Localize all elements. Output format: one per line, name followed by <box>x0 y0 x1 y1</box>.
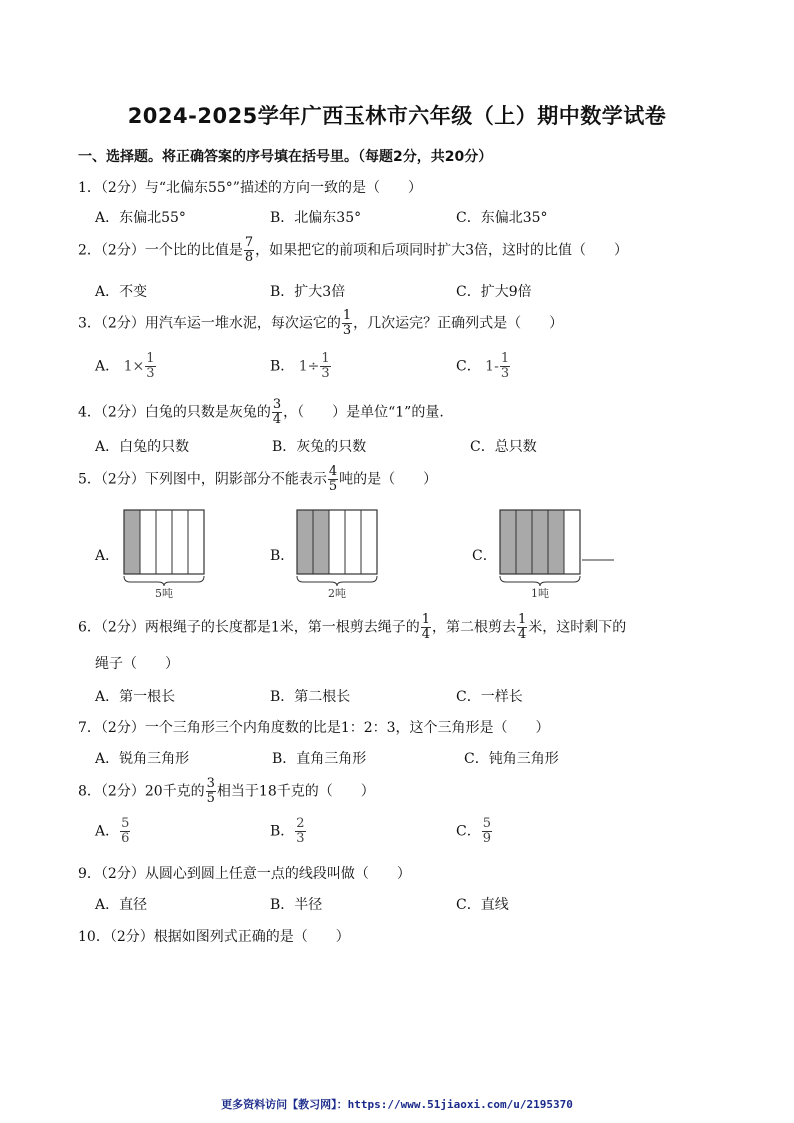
q3-fraction: $\frac{1}{3}$ <box>342 308 352 338</box>
q1-option-b: B．北偏东35° <box>270 210 362 226</box>
question-1: 1．（2分）与“北偏东55°”描述的方向一致的是（ ） <box>78 180 422 196</box>
q6-text-mid: ，第二根剪去 <box>432 619 517 636</box>
q6-fraction-1: $\frac{1}{4}$ <box>421 612 431 642</box>
q5-option-b-label: B． <box>270 548 295 564</box>
question-10: 10．（2分）根据如图列式正确的是（ ） <box>78 929 350 945</box>
q5-figure-a <box>120 508 210 600</box>
q4-option-a: A．白兔的只数 <box>95 439 190 455</box>
q6-option-c: C．一样长 <box>456 689 523 705</box>
q4-text-pre: 4．（2分）白兔的只数是灰兔的 <box>78 404 271 421</box>
q3-text-post: ，几次运完？正确列式是（ ） <box>353 315 564 332</box>
q2-text-pre: 2．（2分）一个比的比值是 <box>78 242 243 259</box>
q5-text-pre: 5．（2分）下列图中，阴影部分不能表示 <box>78 471 327 488</box>
footer-link[interactable]: 更多资料访问【教习网】：https://www.51jiaoxi.com/u/2195370 <box>221 1098 573 1111</box>
question-6-continued: 绳子（ ） <box>95 656 179 672</box>
q5-figure-c <box>496 508 621 600</box>
q5-a-caption: 5吨 <box>155 587 173 600</box>
section-heading: 一、选择题。将正确答案的序号填在括号里。（每题2分，共20分） <box>78 149 493 165</box>
q3-option-b: B． 1÷ $\frac{1}{3}$ <box>270 351 330 381</box>
q7-option-b: B．直角三角形 <box>272 751 367 767</box>
q8-option-c: C． $\frac{5}{9}$ <box>456 816 491 846</box>
q7-option-a: A．锐角三角形 <box>95 751 190 767</box>
q2-fraction: $\frac{7}{8}$ <box>244 235 254 265</box>
q4-text-post: ，（ ）是单位“1”的量. <box>283 404 444 421</box>
q8-fraction: $\frac{3}{5}$ <box>206 776 215 806</box>
q2-option-b: B．扩大3倍 <box>270 284 346 300</box>
q3-text-pre: 3．（2分）用汽车运一堆水泥，每次运它的 <box>78 315 341 332</box>
question-9: 9．（2分）从圆心到圆上任意一点的线段叫做（ ） <box>78 866 411 882</box>
q1-option-a: A．东偏北55° <box>95 210 186 226</box>
question-8 <box>78 777 375 806</box>
q6-text-pre: 6．（2分）两根绳子的长度都是1米，第一根剪去绳子的 <box>78 619 420 636</box>
q5-option-c-label: C． <box>472 548 497 564</box>
q4-option-b: B．灰兔的只数 <box>272 439 367 455</box>
q3-option-a: A． 1× $\frac{1}{3}$ <box>95 351 155 381</box>
q5-b-caption: 2吨 <box>328 587 346 600</box>
question-5 <box>78 465 437 494</box>
q2-option-a: A．不变 <box>95 284 148 300</box>
q3-option-c: C． 1- $\frac{1}{3}$ <box>456 351 510 381</box>
question-7: 7．（2分）一个三角形三个内角度数的比是1：2：3，这个三角形是（ ） <box>78 720 550 736</box>
q8-option-a: A． $\frac{5}{6}$ <box>95 816 130 846</box>
q8-option-b: B． $\frac{2}{3}$ <box>270 816 305 846</box>
q6-option-a: A．第一根长 <box>95 689 176 705</box>
q4-fraction: $\frac{3}{4}$ <box>272 397 282 427</box>
q8-text-pre: 8．（2分）20千克的 <box>78 783 205 800</box>
q2-option-c: C．扩大9倍 <box>456 284 532 300</box>
q9-option-a: A．直径 <box>95 897 148 913</box>
q6-text-post: 米，这时剩下的 <box>528 619 627 636</box>
q6-fraction-2: $\frac{1}{4}$ <box>518 612 527 642</box>
question-4 <box>78 398 444 427</box>
q9-option-c: C．直线 <box>456 897 509 913</box>
q5-text-post: 吨的是（ ） <box>339 471 438 488</box>
page-title: 2024-2025学年广西玉林市六年级（上）期中数学试卷 <box>127 104 667 128</box>
q5-fraction: $\frac{4}{5}$ <box>328 464 338 494</box>
question-6 <box>78 613 626 642</box>
question-3 <box>78 309 563 338</box>
q5-c-caption: 1吨 <box>531 587 549 600</box>
q6-option-b: B．第二根长 <box>270 689 351 705</box>
q5-figure-b <box>293 508 383 600</box>
q9-option-b: B．半径 <box>270 897 323 913</box>
q2-text-post: ，如果把它的前项和后项同时扩大3倍，这时的比值（ ） <box>255 242 629 259</box>
q5-option-a-label: A． <box>95 548 120 564</box>
question-2 <box>78 236 628 265</box>
shaded-part <box>124 510 140 574</box>
q8-text-post: 相当于18千克的（ ） <box>216 783 375 800</box>
q7-option-c: C．钝角三角形 <box>464 751 559 767</box>
q4-option-c: C．总只数 <box>470 439 537 455</box>
q1-option-c: C．东偏北35° <box>456 210 548 226</box>
